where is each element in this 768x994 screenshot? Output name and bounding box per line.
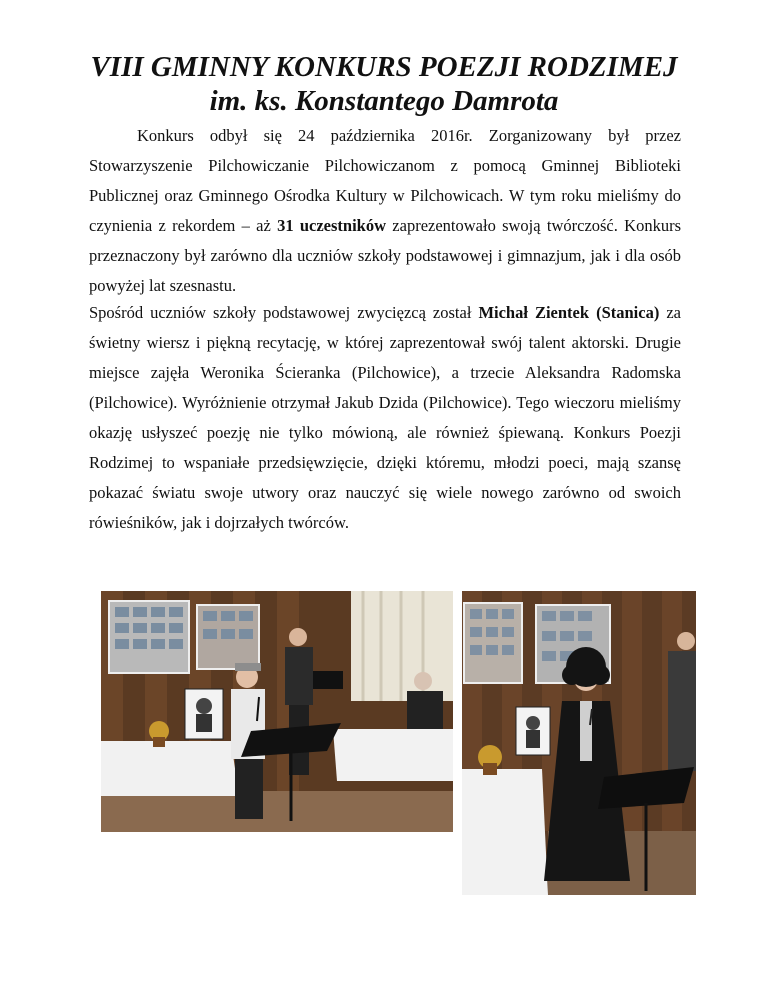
event-photo-child-in-costume	[462, 591, 696, 895]
paragraph-intro	[89, 121, 681, 301]
paragraph-intro-text-1: Konkurs odbył się 24 października 2016r. Zorganizowany był przez Stowarzyszenie Pilchowiczanie Pilchowiczanom z pomocą Gminnej Biblioteki Publicznej oraz Gminnego Ośrodka Kultury w Pilchowicach. W tym roku mieliśmy do czynienia z rekordem – aż	[89, 126, 681, 235]
document-subtitle: im. ks. Konstantego Damrota	[209, 85, 559, 117]
paragraph-results-text-2: za świetny wiersz i piękną recytację, w której zaprezentował swój talent aktorski. Drugie miejsce zajęła Weronika Ścieranka (Pilchowice), a trzecie Aleksandra Radomska (Pilchowice). Wyróżnienie otrzymał Jakub Dzida (Pilchowice). Tego wieczoru mieliśmy okazję usłyszeć poezję nie tylko mówioną, ale również śpiewaną. Konkurs Poezji Rodzimej to wspaniałe przedsięwzięcie, dzięki któremu, młodzi poeci, mają szansę pokazać światu swoje utwory oraz nauczyć się wiele nowego zarówno od swoich rówieśników, jak i dojrzałych twórców.	[89, 303, 681, 532]
paragraph-intro-text-2: zaprezentowało swoją twórczość. Konkurs przeznaczony był zarówno dla uczniów szkoły podstawowej i gimnazjum, jak i dla osób powyżej lat szesnastu.	[89, 216, 681, 295]
paragraph-results	[89, 298, 681, 538]
photo-illustration	[462, 591, 696, 895]
document-title: VIII GMINNY KONKURS POEZJI RODZIMEJ	[90, 51, 678, 83]
photo-illustration	[101, 591, 453, 832]
paragraph-results-text-1: Spośród uczniów szkoły podstawowej zwycięzcą został	[89, 303, 479, 322]
participants-count: 31 uczestników	[277, 216, 387, 235]
winner-name: Michał Zientek (Stanica)	[478, 303, 660, 322]
event-photo-boy-reciting	[101, 591, 453, 832]
